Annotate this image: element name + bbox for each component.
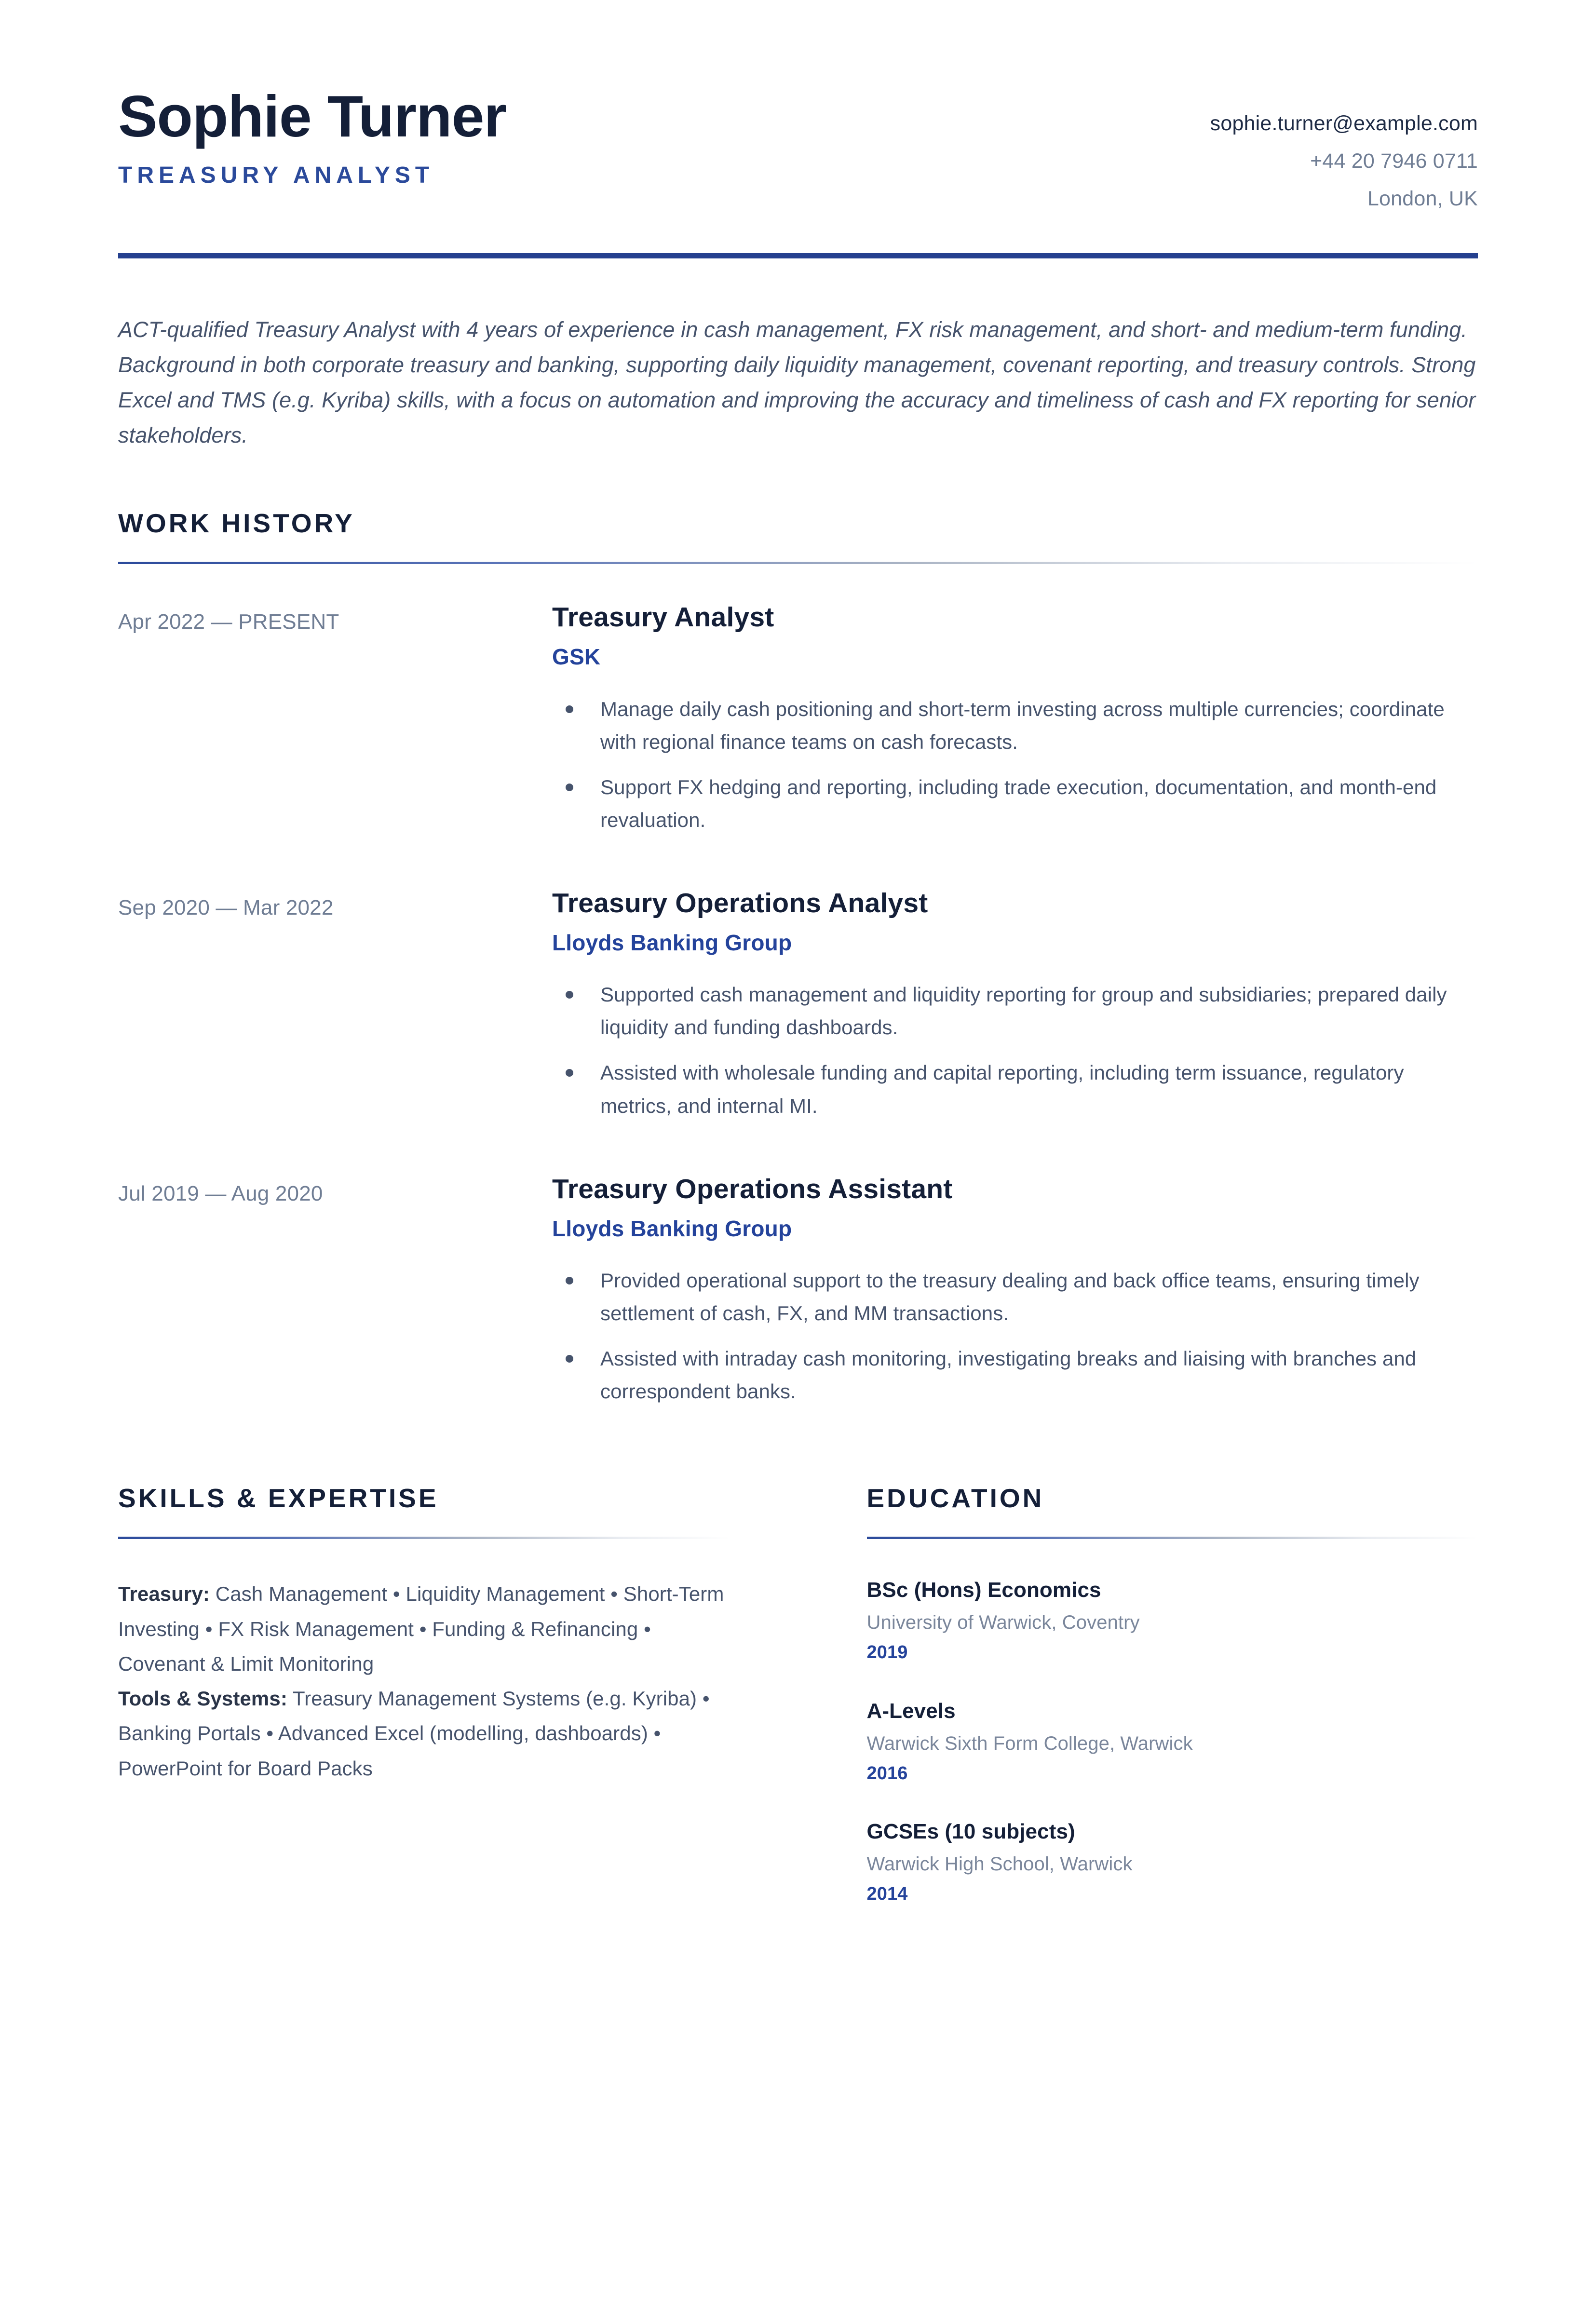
job-entry <box>118 602 1478 837</box>
job-entry <box>118 1174 1478 1408</box>
skills-section <box>118 1485 730 1906</box>
professional-summary: ACT-qualified Treasury Analyst with 4 years of experience in cash management, FX risk management, and short- and medium-term funding. Background in both corporate treasury and banking, supporting daily liquidity management, covenant reporting, and treasury controls. Strong Excel and TMS (e.g. Kyriba) skills, with a focus on automation and improving the accuracy and timeliness of cash and FX reporting for senior stakeholders. <box>118 317 1476 447</box>
identity-block <box>118 82 506 187</box>
bottom-columns <box>118 1485 1478 1906</box>
education-section <box>867 1485 1478 1906</box>
contact-block <box>1210 82 1478 212</box>
education-entry <box>867 1818 1478 1906</box>
skill-group-label: Tools & Systems: <box>118 1687 287 1710</box>
work-history-section <box>118 510 1478 1408</box>
education-divider <box>867 1537 1478 1539</box>
education-year: 2016 <box>866 1763 908 1784</box>
job-bullet: Support FX hedging and reporting, including trade execution, documentation, and month-end revaluation. <box>552 771 1478 837</box>
job-company: Lloyds Banking Group <box>552 1216 792 1242</box>
skill-group-label: Treasury: <box>118 1582 210 1606</box>
job-detail <box>552 888 1478 1122</box>
contact-email[interactable]: sophie.turner@example.com <box>1210 112 1478 135</box>
candidate-role: TREASURY ANALYST <box>118 162 434 188</box>
job-detail <box>552 602 1478 837</box>
work-history-divider <box>118 562 1478 564</box>
job-title: Treasury Operations Assistant <box>552 1173 953 1204</box>
education-degree: BSc (Hons) Economics <box>866 1578 1101 1602</box>
contact-phone[interactable]: +44 20 7946 0711 <box>1310 149 1478 173</box>
work-history-title: WORK HISTORY <box>118 508 355 538</box>
job-dates: Jul 2019 — Aug 2020 <box>118 1181 323 1205</box>
job-company: GSK <box>552 644 601 670</box>
education-entry <box>867 1698 1478 1785</box>
job-dates: Sep 2020 — Mar 2022 <box>118 895 334 919</box>
work-history-list <box>118 602 1478 1408</box>
job-bullet: Provided operational support to the treasury dealing and back office teams, ensuring timely settlement of cash, FX, and MM transactions. <box>552 1264 1478 1330</box>
job-bullet: Assisted with intraday cash monitoring, investigating breaks and liaising with branches and correspondent banks. <box>552 1342 1478 1408</box>
skills-body <box>118 1577 730 1785</box>
job-entry <box>118 888 1478 1122</box>
job-company: Lloyds Banking Group <box>552 930 792 956</box>
skill-group-items: Treasury Management Systems (e.g. Kyriba) • Banking Portals • Advanced Excel (modelling, dashboards) • PowerPoint for Board Packs <box>118 1687 710 1780</box>
contact-location: London, UK <box>1367 187 1478 210</box>
job-bullet: Supported cash management and liquidity reporting for group and subsidiaries; prepared daily liquidity and funding dashboards. <box>552 978 1478 1044</box>
skills-divider <box>118 1537 730 1539</box>
job-bullet: Assisted with wholesale funding and capital reporting, including term issuance, regulatory metrics, and internal MI. <box>552 1056 1478 1122</box>
skill-group <box>118 1577 730 1681</box>
candidate-name: Sophie Turner <box>118 83 506 149</box>
job-bullet-list <box>552 1264 1478 1408</box>
job-dates: Apr 2022 — PRESENT <box>118 609 339 634</box>
skills-title: SKILLS & EXPERTISE <box>118 1483 439 1514</box>
education-entry <box>867 1577 1478 1664</box>
job-bullet-list <box>552 693 1478 837</box>
education-list <box>867 1577 1478 1906</box>
education-degree: GCSEs (10 subjects) <box>866 1820 1075 1844</box>
education-school: Warwick High School, Warwick <box>866 1853 1133 1875</box>
job-bullet-list <box>552 978 1478 1122</box>
education-title: EDUCATION <box>866 1483 1044 1514</box>
resume-header <box>118 0 1478 212</box>
job-detail <box>552 1174 1478 1408</box>
education-year: 2019 <box>866 1642 908 1663</box>
skill-group <box>118 1681 730 1786</box>
education-degree: A-Levels <box>866 1699 956 1723</box>
education-year: 2014 <box>866 1884 908 1905</box>
education-school: University of Warwick, Coventry <box>866 1612 1140 1634</box>
job-title: Treasury Operations Analyst <box>552 887 928 919</box>
job-title: Treasury Analyst <box>552 601 774 633</box>
skill-group-items: Cash Management • Liquidity Management • Short-Term Investing • FX Risk Management • Funding & Refinancing • Covenant & Limit Monitoring <box>118 1582 724 1675</box>
job-bullet: Manage daily cash positioning and short-term investing across multiple currencies; coordinate with regional finance teams on cash forecasts. <box>552 693 1478 758</box>
education-school: Warwick Sixth Form College, Warwick <box>866 1732 1193 1754</box>
header-divider <box>118 253 1478 258</box>
